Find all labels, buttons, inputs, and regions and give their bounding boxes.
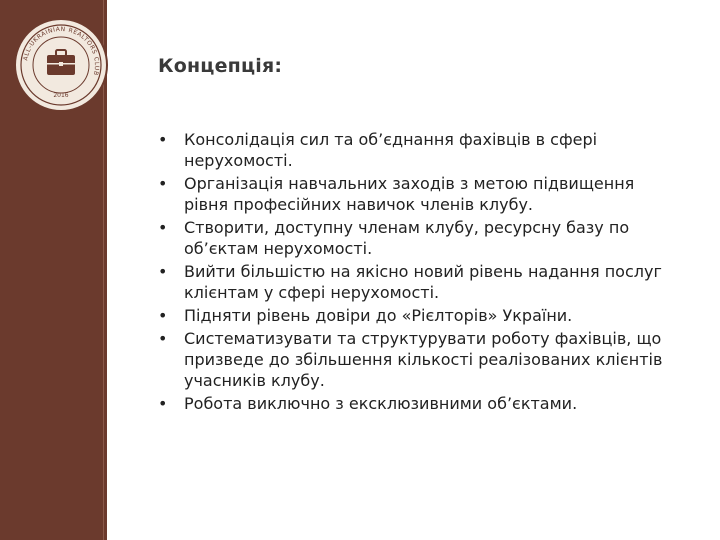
bullet-item (156, 261, 676, 303)
bullet-marker: • (158, 329, 168, 348)
logo-ring-text: ALL-UKRAINIAN REALTORS CLUB (22, 25, 101, 77)
club-logo-emblem (13, 17, 109, 113)
bullet-marker: • (158, 130, 168, 149)
bullet-text: Вийти більшістю на якісно новий рівень надання послуг клієнтам у сфері нерухомості. (184, 262, 662, 302)
bullet-marker: • (158, 394, 168, 413)
club-logo (13, 17, 109, 113)
bullet-item (156, 328, 676, 391)
bullet-marker: • (158, 174, 168, 193)
bullet-item (156, 217, 676, 259)
bullet-text: Підняти рівень довіри до «Рієлторів» України. (184, 306, 573, 325)
logo-year: 2016 (53, 92, 69, 99)
slide-title: Концепція: (158, 55, 283, 77)
bullet-item (156, 129, 676, 171)
bullet-text: Систематизувати та структурувати роботу фахівців, що призведе до збільшення кількості реалізованих клієнтів учасників клубу. (184, 329, 663, 390)
bullet-text: Організація навчальних заходів з метою підвищення рівня професійних навичок членів клубу. (184, 174, 635, 214)
bullet-marker: • (158, 306, 168, 325)
bullet-text: Консолідація сил та об’єднання фахівців в сфері нерухомості. (184, 130, 598, 170)
bullet-item (156, 393, 676, 414)
bullet-item (156, 173, 676, 215)
bullet-marker: • (158, 262, 168, 281)
bullet-text: Створити, доступну членам клубу, ресурсну базу по об’єктам нерухомості. (184, 218, 630, 258)
bullet-item (156, 305, 676, 326)
bullet-text: Робота виключно з ексклюзивними об’єктами. (184, 394, 578, 413)
bullet-list (156, 129, 676, 416)
bullet-marker: • (158, 218, 168, 237)
